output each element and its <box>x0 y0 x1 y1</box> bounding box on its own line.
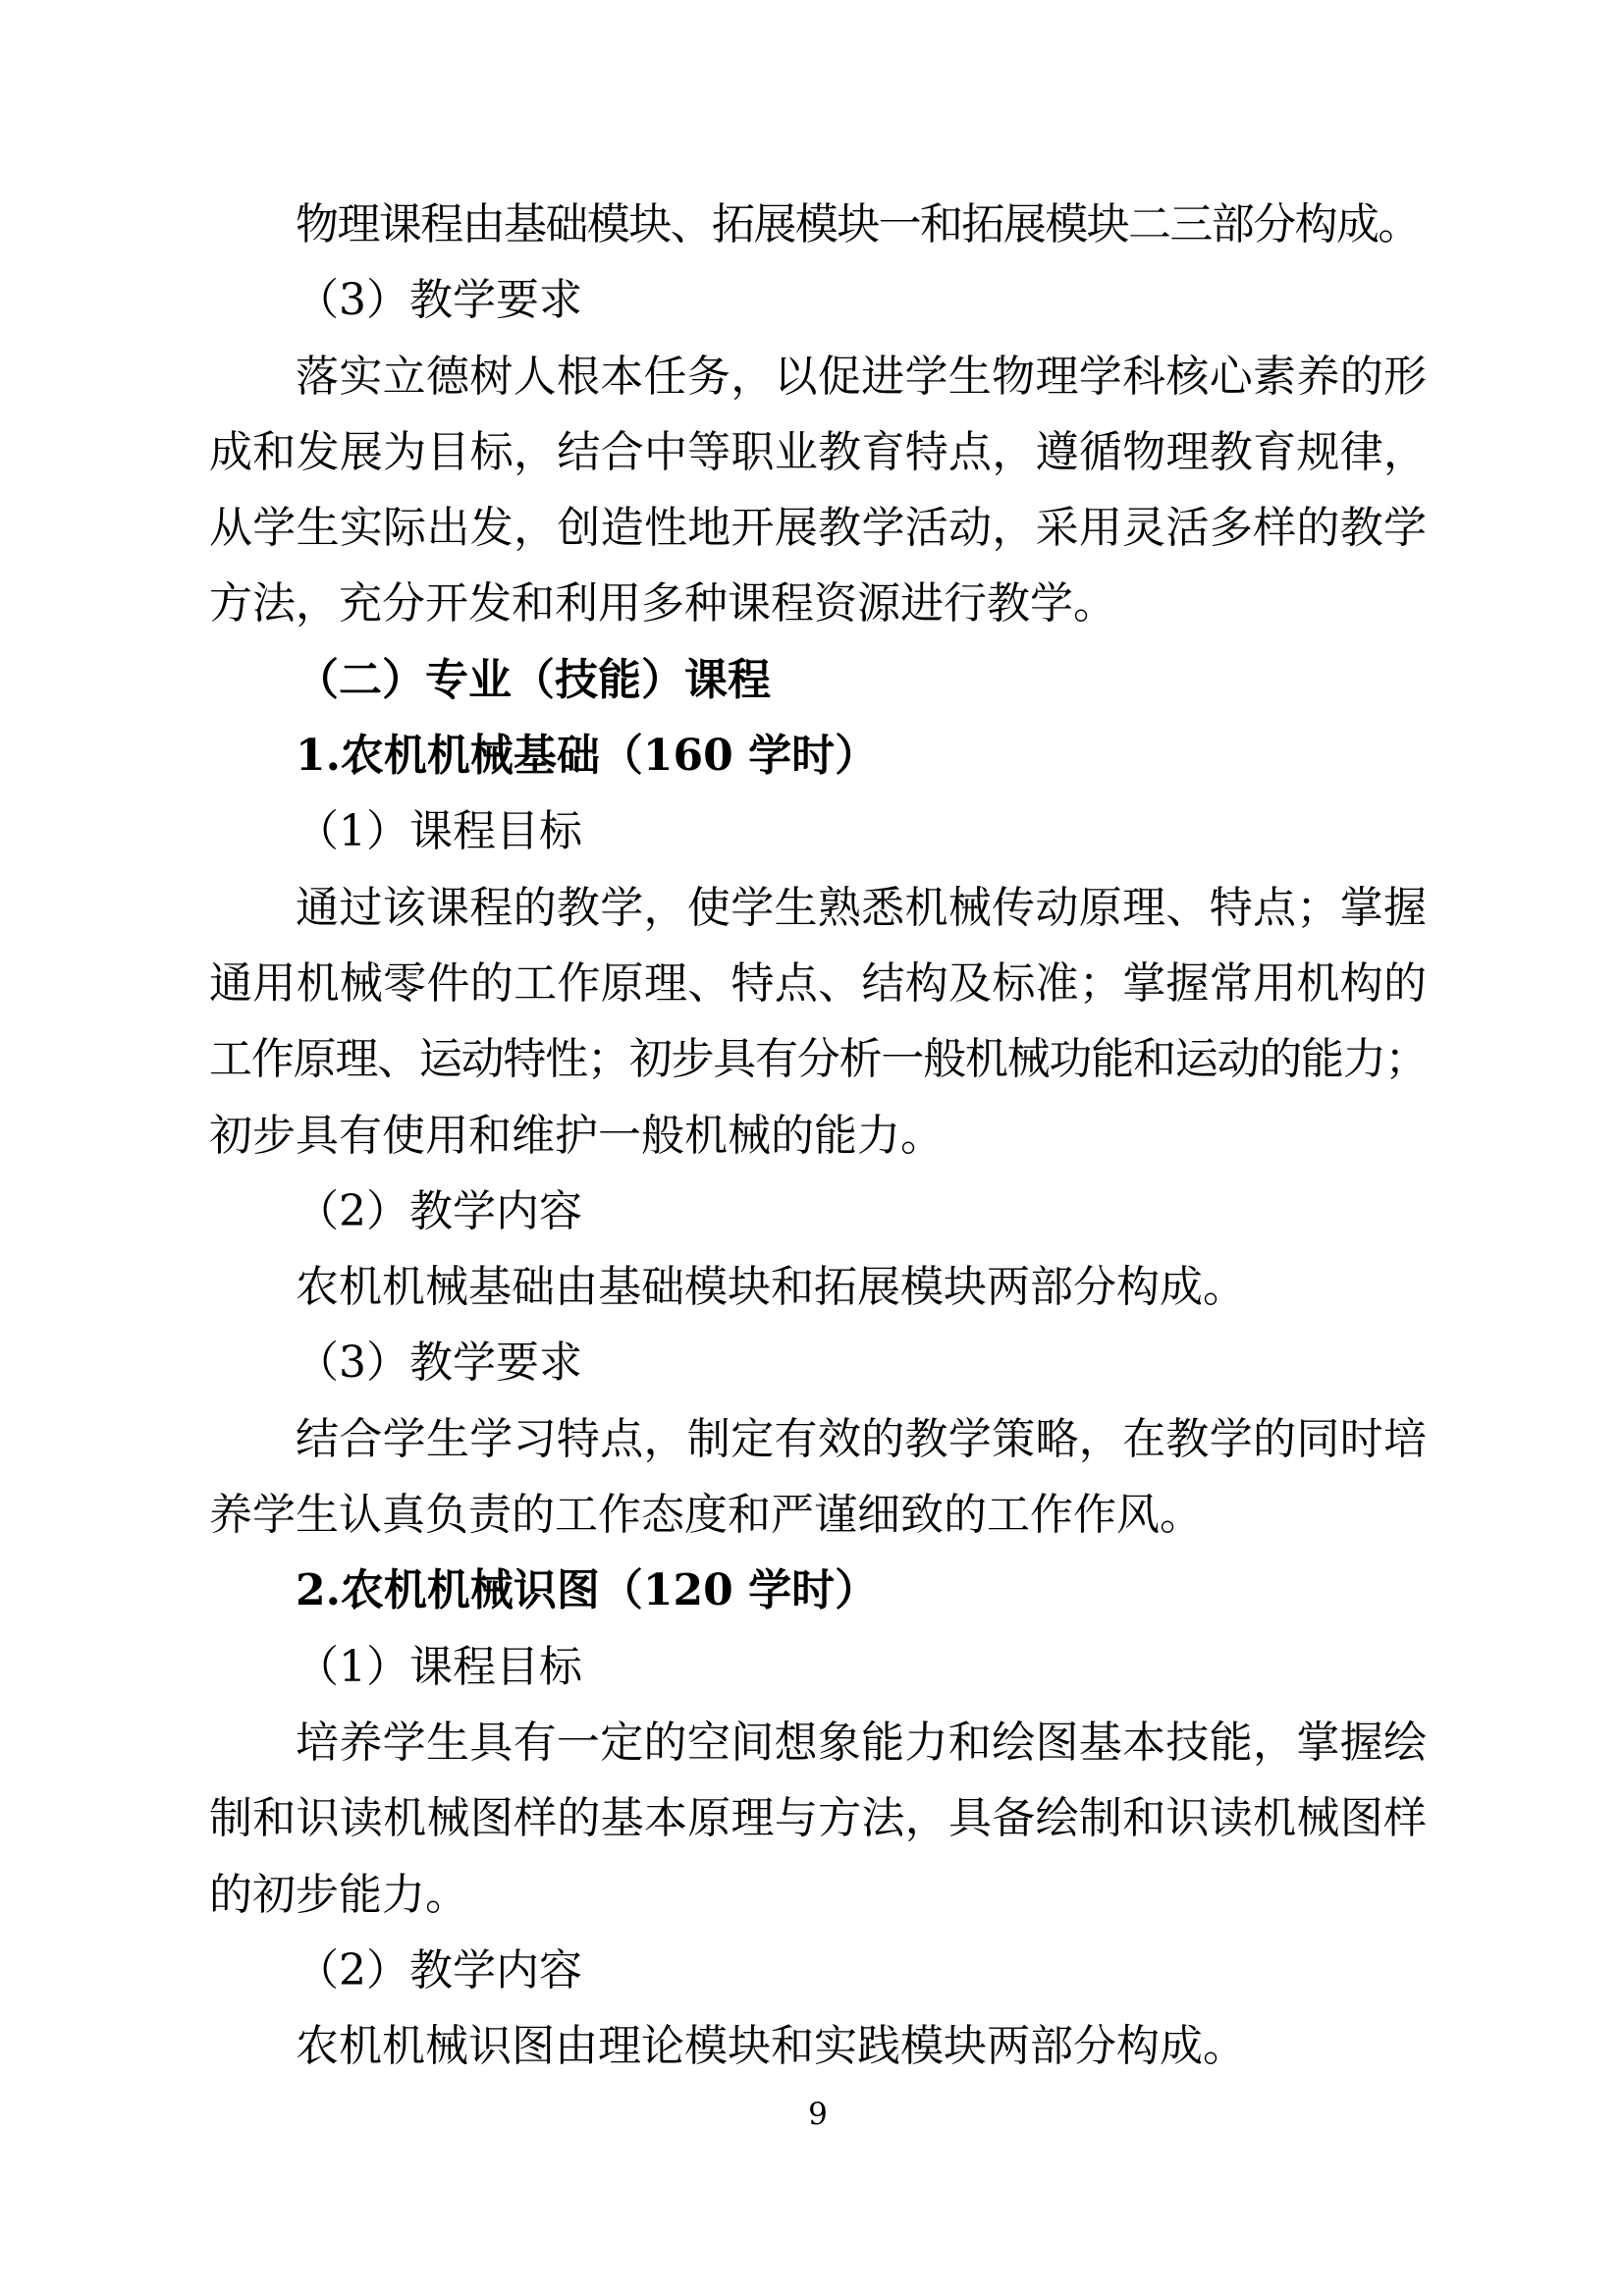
subsection-heading: （1）课程目标 <box>296 1641 582 1692</box>
subsection-heading: （3）教学要求 <box>296 275 582 326</box>
paragraph-line: 初步具有使用和维护一般机械的能力。 <box>209 1110 944 1161</box>
paragraph-line: 养学生认真负责的工作态度和严谨细致的工作作风。 <box>209 1490 1203 1541</box>
paragraph-line: 的初步能力。 <box>209 1869 468 1920</box>
paragraph-line: 通过该课程的教学，使学生熟悉机械传动原理、特点；掌握 <box>296 882 1427 933</box>
text-block <box>209 187 1427 2084</box>
subsection-heading: （3）教学要求 <box>296 1338 582 1389</box>
subsection-heading: （2）教学内容 <box>296 1944 582 1995</box>
paragraph-line: 农机机械基础由基础模块和拓展模块两部分构成。 <box>296 1262 1246 1313</box>
paragraph-line: 通用机械零件的工作原理、特点、结构及标准；掌握常用机构的 <box>209 957 1427 1009</box>
paragraph-line: 工作原理、运动特性；初步具有分析一般机械功能和运动的能力； <box>209 1034 1427 1085</box>
course-heading: 1.农机机械基础（160 学时） <box>296 731 879 782</box>
page-number: 9 <box>808 2097 828 2132</box>
paragraph-line: 农机机械识图由理论模块和实践模块两部分构成。 <box>296 2021 1246 2072</box>
paragraph-line: 物理课程由基础模块、拓展模块一和拓展模块二三部分构成。 <box>296 199 1420 249</box>
subsection-heading: （1）课程目标 <box>296 806 582 857</box>
paragraph-line: 从学生实际出发，创造性地开展教学活动，采用灵活多样的教学 <box>209 503 1427 554</box>
course-heading: 2.农机机械识图（120 学时） <box>296 1565 879 1616</box>
paragraph-line: 结合学生学习特点，制定有效的教学策略，在教学的同时培 <box>296 1413 1427 1464</box>
paragraph-line: 培养学生具有一定的空间想象能力和绘图基本技能，掌握绘 <box>296 1717 1427 1768</box>
subsection-heading: （2）教学内容 <box>296 1185 582 1236</box>
paragraph-line: 制和识读机械图样的基本原理与方法，具备绘制和识读机械图样 <box>209 1793 1427 1844</box>
paragraph-line: 方法，充分开发和利用多种课程资源进行教学。 <box>209 578 1116 629</box>
paragraph-line: 成和发展为目标，结合中等职业教育特点，遵循物理教育规律， <box>209 426 1427 477</box>
section-heading: （二）专业（技能）课程 <box>296 654 771 705</box>
paragraph-line: 落实立德树人根本任务，以促进学生物理学科核心素养的形 <box>296 351 1427 402</box>
